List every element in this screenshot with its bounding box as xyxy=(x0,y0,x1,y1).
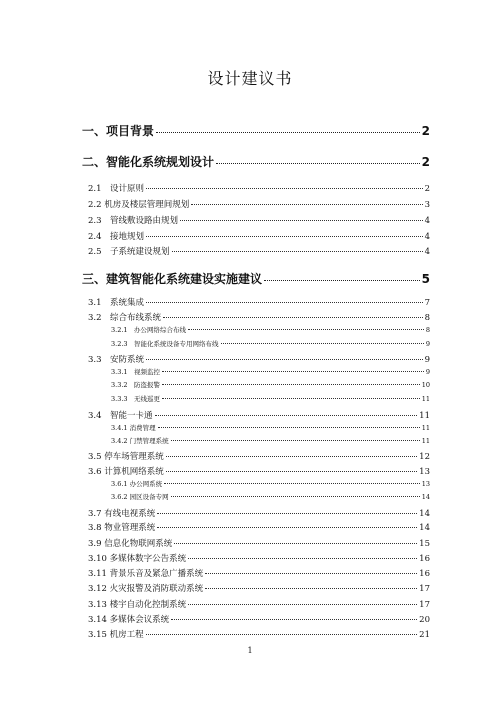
toc-dot-leader xyxy=(171,440,420,441)
toc-page-number: 16 xyxy=(419,554,430,564)
toc-entry[interactable] xyxy=(111,394,430,403)
toc-entry[interactable] xyxy=(88,450,430,462)
toc-dot-leader xyxy=(205,573,417,574)
toc-dot-leader xyxy=(221,343,424,344)
toc-entry[interactable] xyxy=(88,182,430,194)
toc-entry[interactable] xyxy=(88,353,430,365)
toc-entry[interactable] xyxy=(111,436,430,445)
toc-entry[interactable] xyxy=(111,339,430,348)
toc-entry-title: 3.2.3 智能化系统设备专用网络布线 xyxy=(111,340,219,348)
toc-entry[interactable] xyxy=(88,552,430,564)
toc-entry[interactable] xyxy=(88,567,430,579)
toc-entry[interactable] xyxy=(88,598,430,610)
toc-page-number: 2 xyxy=(421,124,430,138)
toc-entry-title: 3.11 背景乐音及紧急广播系统 xyxy=(88,569,204,579)
toc-page-number: 5 xyxy=(421,272,430,286)
toc-entry-title: 3.4 智能一卡通 xyxy=(88,411,153,421)
toc-entry-title: 3.3 安防系统 xyxy=(88,355,145,365)
toc-entry[interactable] xyxy=(88,230,430,242)
toc-entry-title: 2.1 设计原则 xyxy=(88,184,145,194)
toc-page-number: 8 xyxy=(425,326,430,334)
toc-entry-title: 3.5 停车场管理系统 xyxy=(88,452,164,462)
toc-page-number: 11 xyxy=(421,437,430,445)
toc-entry-title: 3.12 火灾报警及消防联动系统 xyxy=(88,584,204,594)
toc-dot-leader xyxy=(188,604,417,605)
toc-dot-leader xyxy=(158,427,420,428)
toc-page-number: 7 xyxy=(424,298,430,308)
toc-page-number: 20 xyxy=(419,615,430,625)
toc-dot-leader xyxy=(146,188,423,189)
toc-page-number: 11 xyxy=(421,424,430,432)
toc-dot-leader xyxy=(163,317,423,318)
toc-entry[interactable] xyxy=(88,582,430,594)
toc-entry-title: 3.3.2 防盗报警 xyxy=(111,381,161,389)
toc-page-number: 15 xyxy=(419,539,430,549)
toc-page-number: 9 xyxy=(424,355,430,365)
toc-page-number: 11 xyxy=(419,411,430,421)
toc-entry-title: 3.1 系统集成 xyxy=(88,298,145,308)
toc-page-number: 17 xyxy=(419,600,430,610)
toc-dot-leader xyxy=(180,220,423,221)
toc-entry[interactable] xyxy=(82,122,430,139)
toc-entry-title: 2.4 接地规划 xyxy=(88,232,145,242)
toc-entry-title: 3.6.1 办公网系统 xyxy=(111,480,163,488)
toc-entry-title: 2.5 子系统建设规划 xyxy=(88,247,170,257)
toc-entry[interactable] xyxy=(88,311,430,323)
toc-dot-leader xyxy=(164,483,420,484)
toc-page-number: 3 xyxy=(424,200,430,210)
toc-entry-title: 3.10 多媒体数字公告系统 xyxy=(88,554,187,564)
toc-entry-title: 3.6 计算机网络系统 xyxy=(88,467,164,477)
toc-entry-title: 3.2.1 办公网络综合布线 xyxy=(111,326,187,334)
toc-entry-title: 3.3.1 视频监控 xyxy=(111,368,161,376)
toc-dot-leader xyxy=(171,496,420,497)
toc-dot-leader xyxy=(191,204,422,205)
toc-dot-leader xyxy=(264,280,420,281)
toc-page-number: 4 xyxy=(424,232,430,242)
toc-dot-leader xyxy=(146,359,423,360)
toc-entry[interactable] xyxy=(88,537,430,549)
toc-entry-title: 3.15 机房工程 xyxy=(88,630,144,640)
toc-entry-title: 3.9 信息化物联网系统 xyxy=(88,539,173,549)
toc-page-number: 4 xyxy=(424,216,430,226)
toc-dot-leader xyxy=(205,588,417,589)
toc-dot-leader xyxy=(188,558,417,559)
document-title: 设计建议书 xyxy=(207,69,293,88)
toc-dot-leader xyxy=(162,371,424,372)
toc-entry[interactable] xyxy=(88,521,430,533)
toc-page-number: 2 xyxy=(421,155,430,169)
toc-page-number: 8 xyxy=(424,313,430,323)
toc-entry-title: 2.3 管线敷设路由规划 xyxy=(88,216,179,226)
toc-dot-leader xyxy=(146,634,418,635)
toc-entry[interactable] xyxy=(88,628,430,640)
toc-entry[interactable] xyxy=(111,367,430,376)
toc-page-number: 4 xyxy=(424,247,430,257)
toc-page-number: 13 xyxy=(421,480,430,488)
toc-entry[interactable] xyxy=(111,423,430,432)
toc-page-number: 17 xyxy=(419,584,430,594)
toc-entry-title: 3.2 综合布线系统 xyxy=(88,313,162,323)
toc-entry[interactable] xyxy=(88,507,430,519)
toc-dot-leader xyxy=(156,132,420,133)
toc-dot-leader xyxy=(172,251,423,252)
toc-dot-leader xyxy=(146,302,423,303)
toc-entry[interactable] xyxy=(111,479,430,488)
toc-entry[interactable] xyxy=(111,325,430,334)
toc-entry-title: 3.3.3 无线巡更 xyxy=(111,395,161,403)
toc-entry-title: 3.13 楼宇自动化控制系统 xyxy=(88,600,187,610)
toc-entry[interactable] xyxy=(88,214,430,226)
toc-dot-leader xyxy=(174,543,417,544)
toc-entry-title: 二、智能化系统规划设计 xyxy=(82,155,215,169)
toc-dot-leader xyxy=(216,163,420,164)
page-number: 1 xyxy=(247,646,253,655)
toc-dot-leader xyxy=(162,398,420,399)
toc-dot-leader xyxy=(157,513,417,514)
toc-page-number: 12 xyxy=(419,452,430,462)
toc-dot-leader xyxy=(146,236,423,237)
toc-entry[interactable] xyxy=(111,380,430,389)
toc-dot-leader xyxy=(157,527,417,528)
toc-page-number: 13 xyxy=(419,467,430,477)
toc-entry[interactable] xyxy=(88,613,430,625)
toc-entry-title: 3.4.1 消费管理 xyxy=(111,424,156,432)
toc-entry-title: 3.7 有线电视系统 xyxy=(88,509,156,519)
toc-dot-leader xyxy=(188,329,424,330)
toc-page-number: 11 xyxy=(421,395,430,403)
toc-entry-title: 2.2 机房及楼层管理间规划 xyxy=(88,200,190,210)
toc-page-number: 9 xyxy=(425,340,430,348)
toc-entry-title: 一、项目背景 xyxy=(82,124,155,138)
toc-entry[interactable] xyxy=(88,296,430,308)
toc-entry[interactable] xyxy=(88,198,430,210)
toc-entry[interactable] xyxy=(82,270,430,287)
toc-dot-leader xyxy=(162,384,420,385)
toc-dot-leader xyxy=(171,619,417,620)
toc-entry-title: 3.6.2 园区设备专网 xyxy=(111,493,169,501)
toc-dot-leader xyxy=(155,415,418,416)
toc-dot-leader xyxy=(166,471,417,472)
toc-dot-leader xyxy=(166,456,417,457)
toc-entry[interactable] xyxy=(82,153,430,170)
toc-page-number: 14 xyxy=(419,523,430,533)
toc-entry[interactable] xyxy=(88,465,430,477)
toc-page-number: 10 xyxy=(421,381,430,389)
toc-page-number: 21 xyxy=(419,630,430,640)
toc-entry[interactable] xyxy=(111,492,430,501)
toc-page-number: 2 xyxy=(424,184,430,194)
toc-entry-title: 3.4.2 门禁管理系统 xyxy=(111,437,169,445)
toc-entry[interactable] xyxy=(88,409,430,421)
toc-page-number: 14 xyxy=(419,509,430,519)
toc-page-number: 9 xyxy=(425,368,430,376)
toc-page-number: 16 xyxy=(419,569,430,579)
toc-page-number: 14 xyxy=(421,493,430,501)
toc-entry[interactable] xyxy=(88,245,430,257)
toc-entry-title: 三、建筑智能化系统建设实施建议 xyxy=(82,272,263,286)
toc-entry-title: 3.14 多媒体会议系统 xyxy=(88,615,170,625)
toc-entry-title: 3.8 物业管理系统 xyxy=(88,523,156,533)
